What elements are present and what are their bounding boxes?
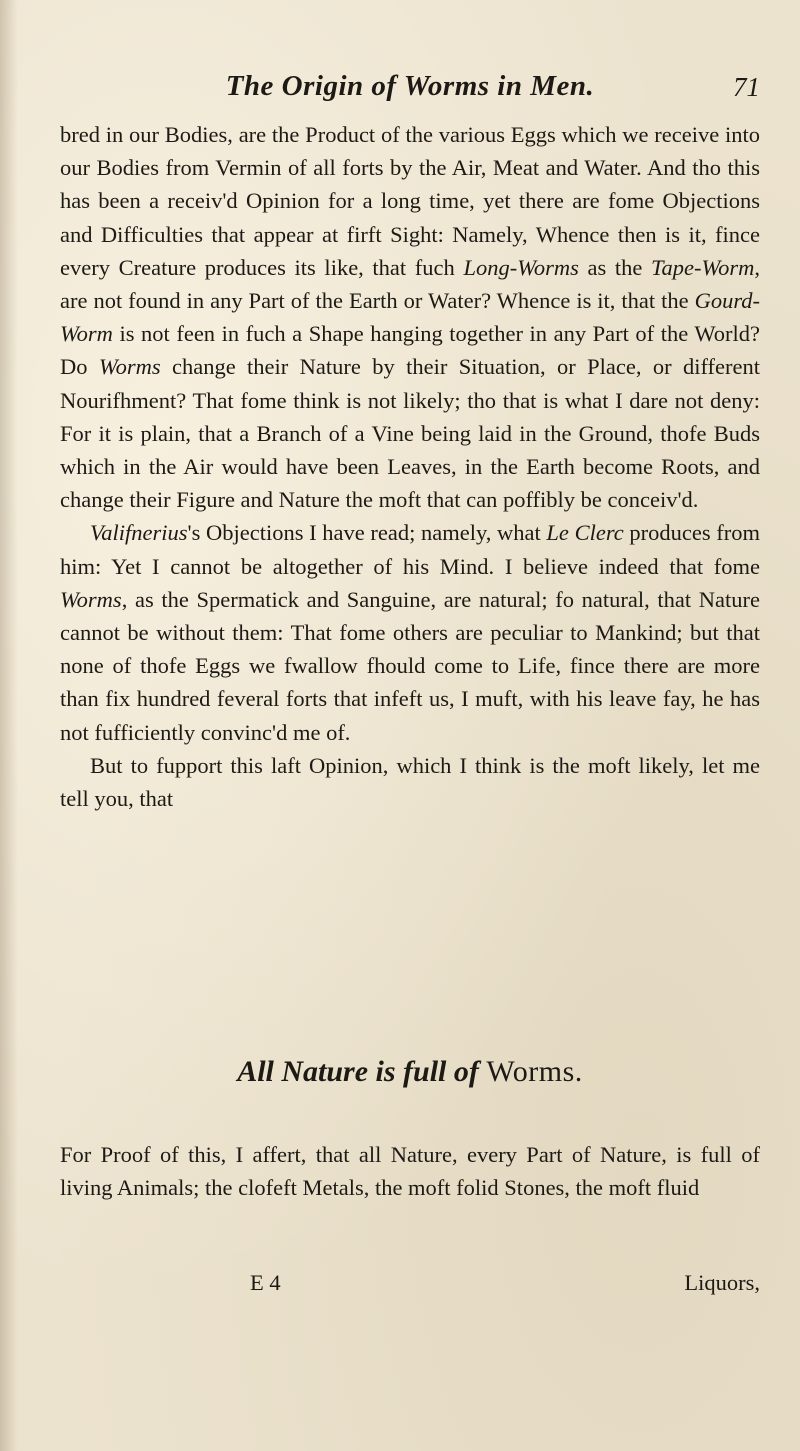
catchword: Liquors, bbox=[684, 1270, 760, 1295]
section-heading bbox=[60, 1055, 760, 1089]
running-head: The Origin of Worms in Men. bbox=[225, 70, 595, 102]
italic-term: Gourd-Worm bbox=[60, 288, 760, 347]
gutter-shadow bbox=[0, 0, 18, 1451]
paragraph-3 bbox=[60, 749, 760, 815]
paragraph-1 bbox=[60, 118, 760, 516]
closing-paragraph: For Proof of this, I affert, that all Nature, every Part of Nature, is full of living Animals; the clofeft Metals, the moft folid Stones, the moft fluid bbox=[60, 1142, 760, 1201]
signature-mark: E 4 bbox=[250, 1270, 281, 1295]
italic-term: Valifnerius bbox=[90, 520, 188, 546]
section-heading-italic: All Nature is full of bbox=[237, 1055, 479, 1088]
italic-term: Long-Worms bbox=[463, 254, 579, 280]
italic-term: Worms bbox=[98, 354, 161, 380]
paragraph-2 bbox=[60, 516, 760, 748]
body-text bbox=[60, 118, 760, 815]
italic-term: Le Clerc bbox=[546, 520, 624, 546]
text-run: is not feen in fuch a Shape hanging together in any Part of the World? Do bbox=[60, 321, 760, 380]
italic-term: Worms bbox=[60, 586, 122, 612]
closing-text bbox=[60, 1138, 760, 1204]
italic-term: Tape-Worm bbox=[651, 254, 755, 280]
section-heading-roman: Worms. bbox=[486, 1055, 583, 1088]
page-footer bbox=[60, 1270, 760, 1304]
text-run: , as the Spermatick and Sanguine, are natural; fo natural, that Nature cannot be without them: That fome others are peculiar to Mankind; but that none of thofe Eggs we fwallow fhould come to Life, fince there are more than fix hundred feveral forts that infeft us, I muft, with his leave fay, he has not fufficiently convinc'd me of. bbox=[60, 586, 760, 745]
page-number: 71 bbox=[733, 72, 760, 102]
text-run: 's Objections I have read; namely, what bbox=[187, 520, 547, 546]
text-run: change their Nature by their Situation, or Place, or different Nourifhment? That fome think is not likely; tho that is what I dare not deny: For it is plain, that a Branch of a Vine being laid in the Ground, thofe Buds which in the Air would have been Leaves, in the Earth become Roots, and change their Figure and Nature the moft that can poffibly be conceiv'd. bbox=[60, 354, 761, 513]
text-run: bred in our Bodies, are the Product of the various Eggs which we receive into our Bodies from Vermin of all forts by the Air, Meat and Water. And tho this has been a receiv'd Opinion for a long time, yet there are fome Objections and Difficulties that appear at firft Sight: Namely, Whence then is it, fince every Creature produces its like, that fuch bbox=[60, 122, 760, 280]
text-run: But to fupport this laft Opinion, which I think is the moft likely, let me tell you, that bbox=[60, 752, 760, 812]
text-run: produces from him: Yet I cannot be altogether of his Mind. I believe indeed that fome bbox=[60, 520, 760, 579]
page-header bbox=[60, 70, 760, 114]
text-run: , are not found in any Part of the Earth or Water? Whence is it, that the bbox=[60, 254, 761, 314]
text-run: as the bbox=[578, 254, 652, 280]
